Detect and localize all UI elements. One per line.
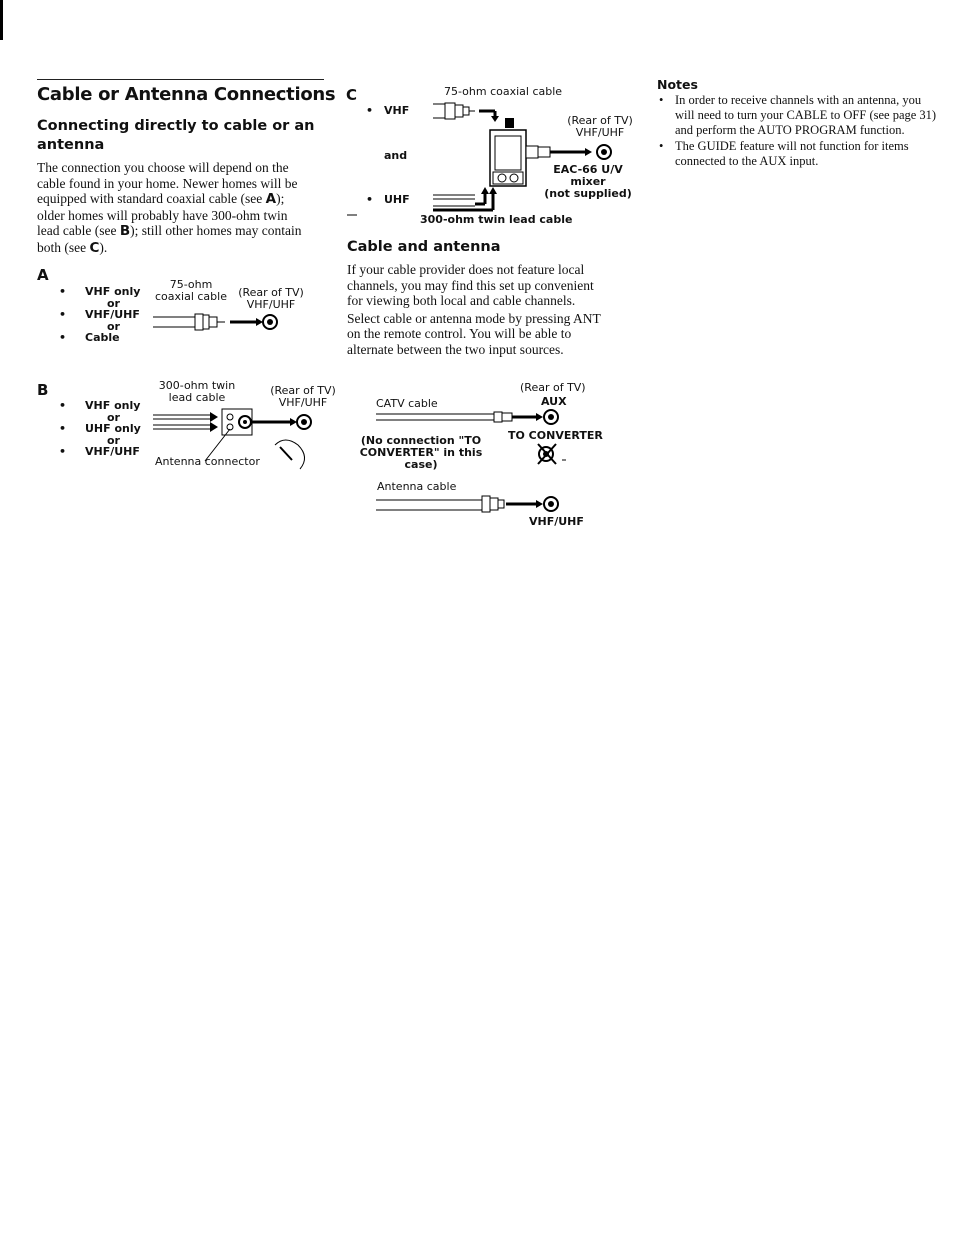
diagram-d-antenna-label: Antenna cable: [377, 480, 457, 493]
diagram-b-cable-label: 300-ohm twin lead cable: [158, 379, 236, 404]
subsection-title: [37, 117, 337, 155]
diagram-a-letter: A: [37, 266, 49, 284]
list-item: or: [107, 410, 120, 424]
diagram-b-rear-label: (Rear of TV) VHF/UHF: [270, 384, 336, 409]
diagram-a-sources: [59, 286, 140, 344]
text-line: alternate between the two input sources.: [347, 341, 564, 357]
subsection-title: Cable and antenna: [347, 239, 501, 255]
list-item: or: [107, 433, 120, 447]
list-item: • VHF only: [59, 399, 141, 412]
text-line: channels, you may find this set up convenient: [347, 277, 594, 293]
diagram-d-vhfuhf-label: VHF/UHF: [529, 515, 584, 528]
ref-letter: B: [119, 223, 131, 240]
text-line: lead cable (see B); still other homes may contain: [37, 223, 302, 240]
list-item: • VHF/UHF: [59, 445, 140, 458]
text-line: Select cable or antenna mode by pressing ANT: [347, 310, 601, 326]
list-item: • VHF/UHF: [59, 308, 140, 321]
section-rule: [37, 79, 324, 80]
diagram-a-rear-label: (Rear of TV) VHF/UHF: [238, 286, 304, 311]
text-line: older homes will probably have 300-ohm twin: [37, 207, 288, 223]
diagram-c-rear-label: (Rear of TV) VHF/UHF: [567, 114, 633, 139]
diagram-a-cable-label: 75-ohm coaxial cable: [155, 278, 227, 303]
diagram-d-aux-label: AUX: [541, 395, 567, 408]
list-item: or: [107, 319, 120, 333]
subsection-title-line: antenna: [37, 137, 105, 153]
list-item: • UHF only: [59, 422, 141, 435]
ref-letter: A: [265, 191, 277, 208]
list-item: • The GUIDE feature will not function for items connected to the AUX input.: [657, 139, 937, 169]
text-line: for viewing both local and cable channels.: [347, 293, 576, 309]
intro-paragraph: [37, 160, 337, 257]
diagram-c-vhf: • VHF: [366, 104, 410, 117]
list-item: • Cable: [59, 331, 120, 344]
diagram-c-and: and: [384, 149, 408, 162]
diagram-d-illustration: [374, 408, 574, 513]
ref-letter: C: [89, 239, 100, 256]
page-edge-mark: [0, 0, 3, 40]
diagram-c-mixer-label: EAC-66 U/V mixer (not supplied): [544, 163, 632, 200]
diagram-c-uhf: • UHF: [366, 193, 410, 206]
diagram-c-letter: C: [346, 86, 358, 104]
list-item: or: [107, 296, 120, 310]
notes-list: [657, 93, 937, 169]
diagram-d-no-connection: (No connection "TO CONVERTER" in this case): [359, 434, 483, 471]
diagram-d-to-converter: TO CONVERTER: [508, 429, 603, 442]
diagram-c-coax-label: 75-ohm coaxial cable: [444, 85, 563, 98]
section-title: Cable or Antenna Connections: [37, 84, 336, 105]
diagram-c-mixer-illustration: [345, 100, 625, 220]
list-item: • VHF only: [59, 285, 141, 298]
diagram-b-sources: [59, 400, 141, 458]
text-line: If your cable provider does not feature local: [347, 262, 585, 277]
diagram-c-twin-label: 300-ohm twin lead cable: [420, 213, 573, 226]
notes-title: Notes: [657, 77, 698, 92]
text-line: on the remote control. You will be able to: [347, 326, 572, 342]
subsection-title-line: Connecting directly to cable or an: [37, 118, 315, 134]
cable-antenna-paragraph: [347, 262, 647, 358]
diagram-d-rear-label: (Rear of TV): [520, 381, 586, 394]
diagram-d-catv-label: CATV cable: [376, 397, 438, 410]
text-line: both (see C).: [37, 239, 108, 256]
diagram-b-connector-label: Antenna connector: [155, 455, 260, 468]
diagram-a-coax-illustration: [150, 310, 285, 334]
text-line: equipped with standard coaxial cable (see A);: [37, 191, 285, 208]
text-line: The connection you choose will depend on the: [37, 160, 289, 175]
list-item: • In order to receive channels with an antenna, you will need to turn your CABLE to OFF (see page 31) and perform the AUTO PROGRAM function.: [657, 93, 937, 138]
text-line: cable found in your home. Newer homes will be: [37, 175, 298, 191]
diagram-b-letter: B: [37, 381, 49, 399]
